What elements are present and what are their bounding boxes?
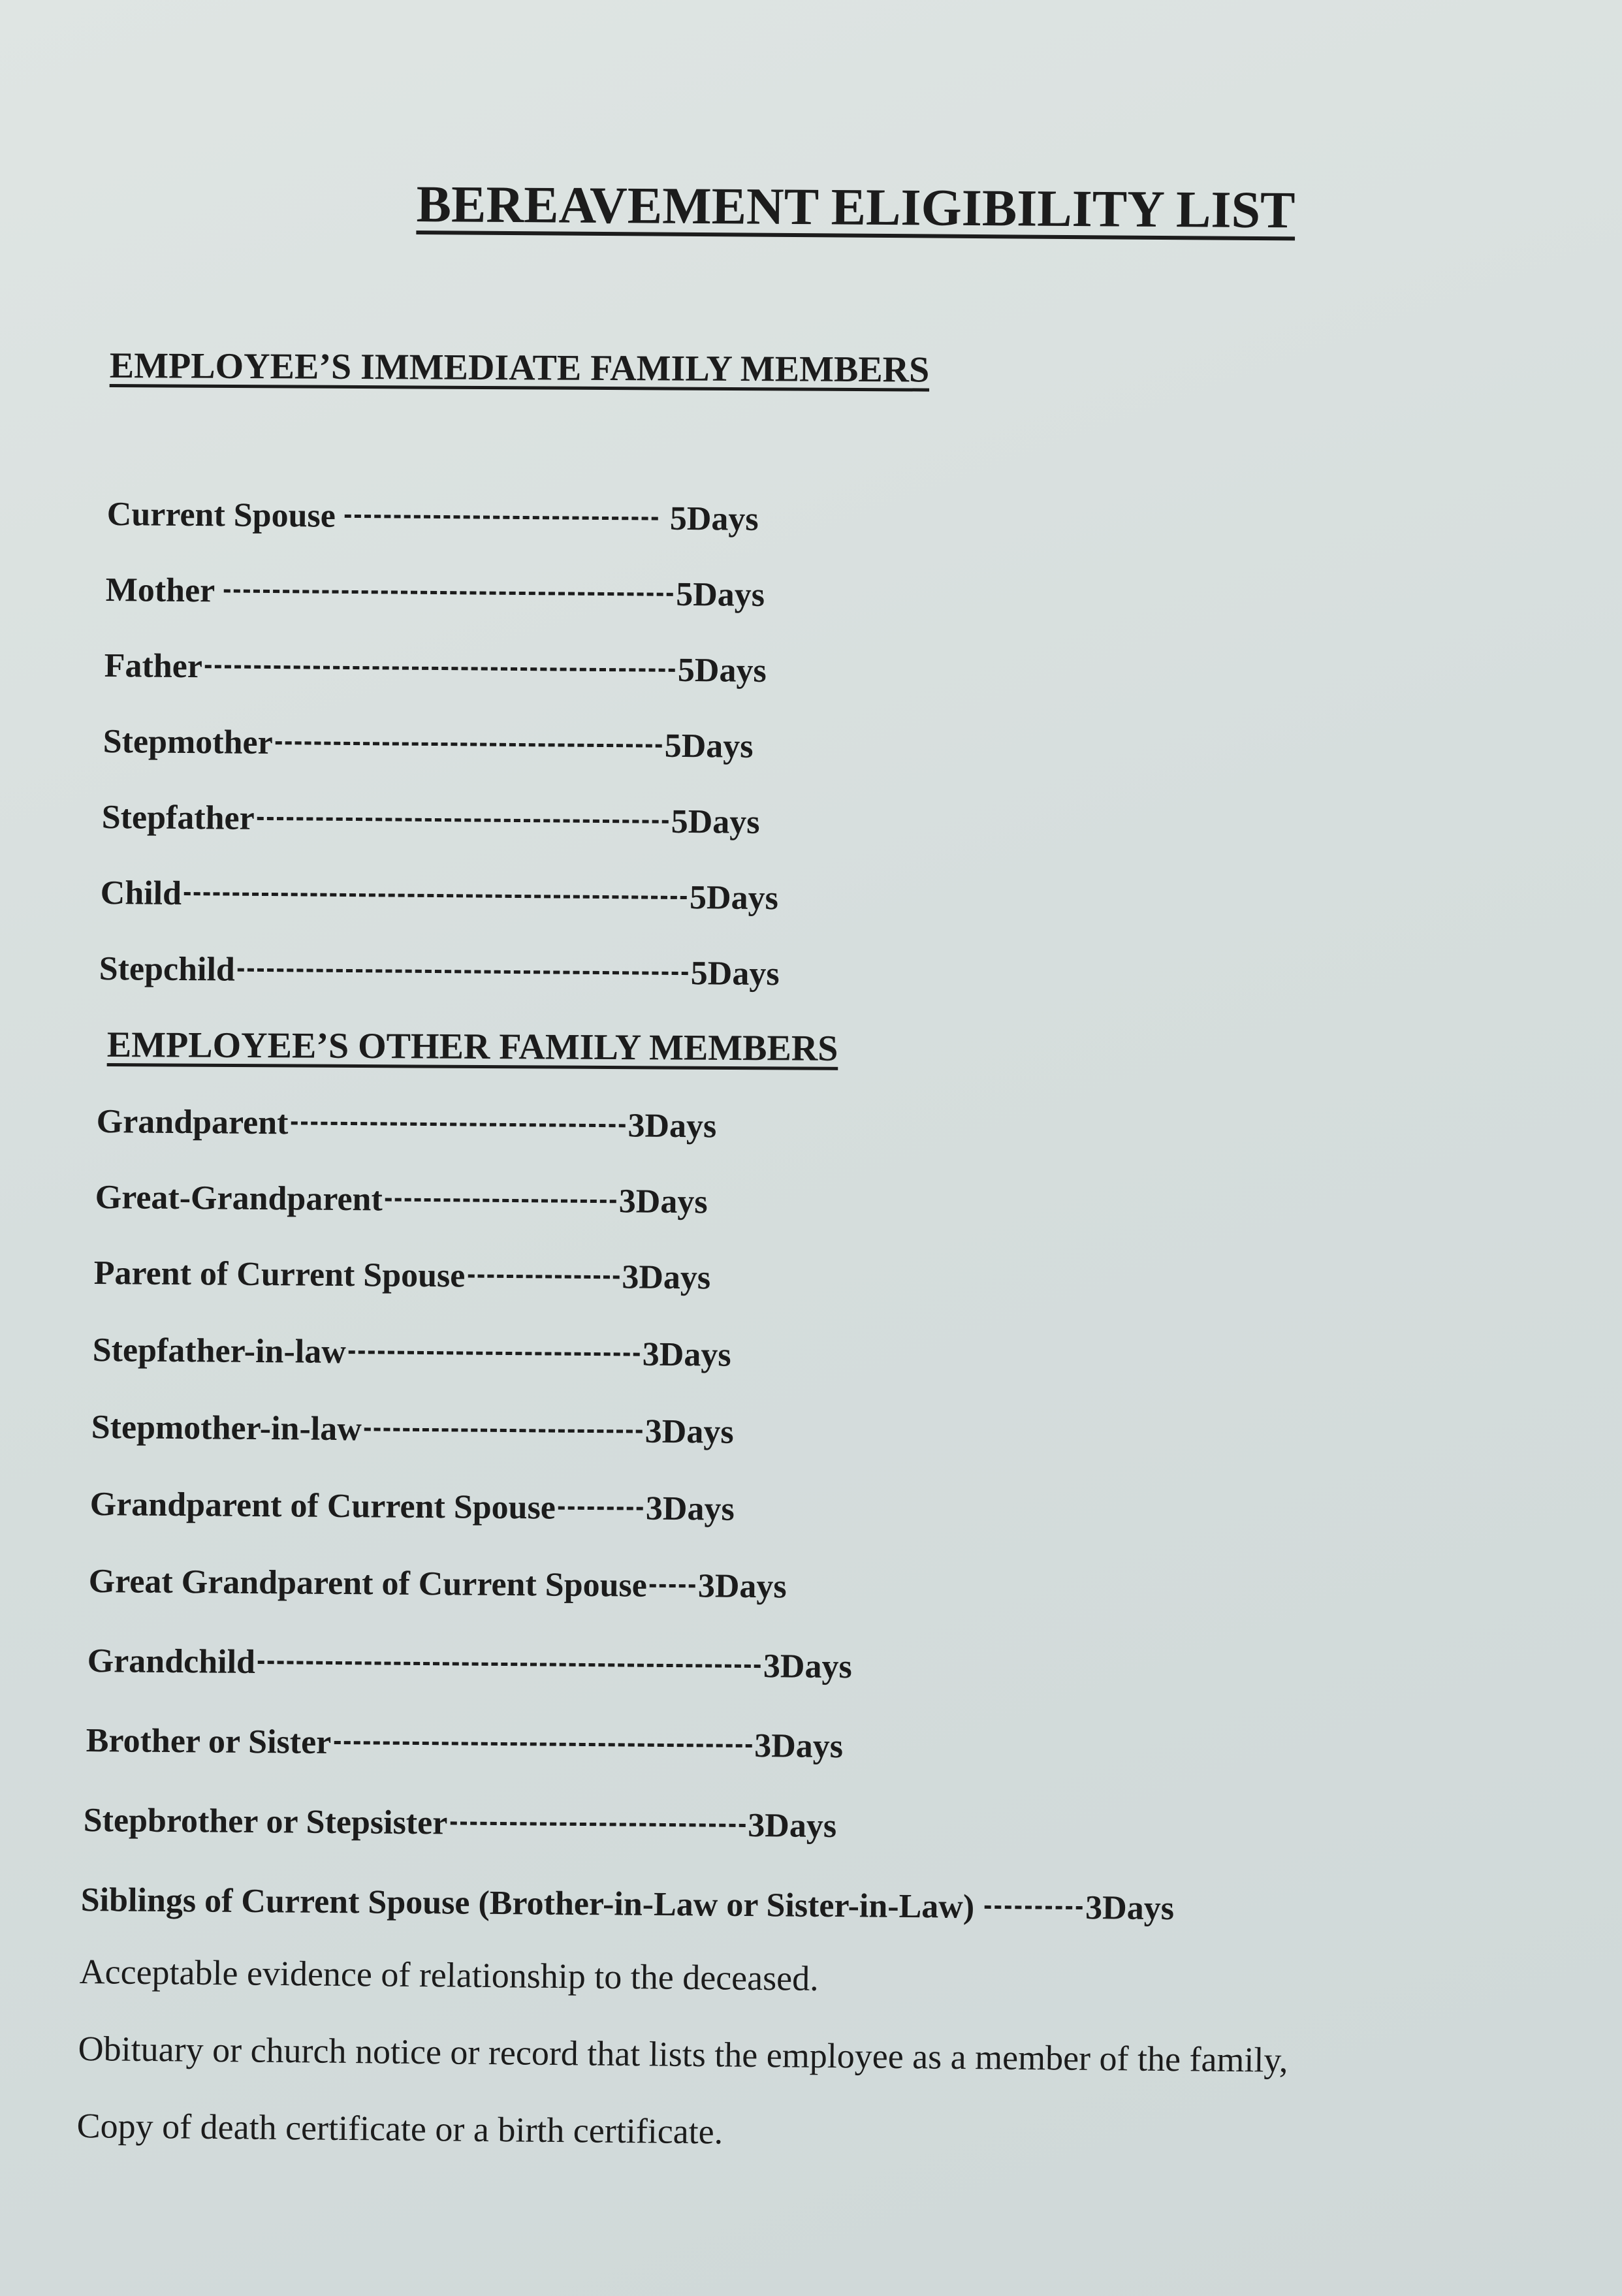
leader-dashes — [291, 1121, 625, 1127]
relation-label: Stepfather-in-law — [92, 1331, 347, 1371]
relation-label: Great Grandparent of Current Spouse — [88, 1563, 648, 1604]
leader-dashes — [345, 515, 658, 520]
days-value: 3Days — [644, 1412, 734, 1451]
relation-label: Current Spouse — [106, 495, 336, 535]
relation-label: Stepbrother or Stepsister — [83, 1802, 448, 1842]
list-item — [89, 1562, 787, 1606]
days-value: 5Days — [690, 955, 780, 993]
leader-dashes — [205, 665, 675, 672]
list-item — [99, 949, 780, 993]
days-value: 3Days — [622, 1258, 711, 1297]
list-item — [102, 798, 760, 842]
other-family-heading: EMPLOYEE’S OTHER FAMILY MEMBERS — [106, 1025, 838, 1069]
list-item — [91, 1408, 734, 1452]
relation-label: Stepfather — [101, 799, 255, 837]
relation-label: Grandchild — [87, 1642, 256, 1682]
relation-label: Siblings of Current Spouse (Brother-in-Law or Sister-in-Law) — [80, 1881, 975, 1926]
days-value: 3Days — [1085, 1889, 1175, 1928]
days-value: 5Days — [677, 651, 767, 690]
evidence-note: Copy of death certificate or a birth certificate. — [76, 2106, 724, 2152]
list-item — [94, 1254, 711, 1297]
relation-label: Stepmother — [103, 723, 273, 762]
days-value: 5Days — [671, 803, 760, 841]
evidence-note: Obituary or church notice or record that lists the employee as a member of the family, — [78, 2029, 1288, 2080]
leader-dashes — [650, 1584, 695, 1588]
relation-label: Stepchild — [99, 950, 236, 989]
days-value: 3Days — [748, 1806, 837, 1845]
relation-label: Child — [100, 874, 182, 912]
days-value: 3Days — [754, 1727, 844, 1766]
leader-dashes — [364, 1427, 643, 1433]
list-item — [104, 646, 767, 690]
days-value: 3Days — [697, 1567, 787, 1606]
list-item — [84, 1801, 837, 1845]
list-item — [103, 722, 754, 766]
leader-dashes — [450, 1821, 745, 1827]
list-item — [81, 1881, 1175, 1928]
document-title: BEREAVEMENT ELIGIBILITY LIST — [416, 175, 1296, 240]
list-item — [93, 1331, 731, 1375]
days-value: 3Days — [618, 1183, 708, 1221]
list-item — [87, 1642, 852, 1686]
relation-label: Stepmother-in-law — [91, 1409, 362, 1448]
days-value: 5Days — [689, 879, 779, 917]
leader-dashes — [334, 1741, 752, 1747]
leader-dashes — [276, 741, 662, 748]
leader-dashes — [558, 1507, 643, 1510]
list-item — [101, 874, 779, 917]
days-value: 3Days — [645, 1490, 735, 1528]
list-item — [90, 1485, 735, 1529]
leader-dashes — [184, 892, 687, 899]
relation-label: Parent of Current Spouse — [93, 1254, 466, 1295]
days-value: 3Days — [628, 1107, 717, 1145]
relation-label: Brother or Sister — [86, 1722, 332, 1761]
leader-dashes — [224, 589, 673, 596]
relation-label: Grandparent of Current Spouse — [89, 1486, 556, 1527]
list-item — [95, 1178, 708, 1221]
leader-dashes — [385, 1198, 616, 1203]
relation-label: Father — [104, 646, 203, 686]
days-value: 5Days — [669, 500, 759, 538]
list-item — [107, 495, 759, 539]
list-item — [86, 1721, 844, 1766]
leader-dashes — [258, 1661, 761, 1668]
list-item — [97, 1102, 717, 1145]
immediate-family-heading: EMPLOYEE’S IMMEDIATE FAMILY MEMBERS — [109, 345, 930, 391]
leader-dashes — [257, 817, 669, 823]
list-item — [106, 571, 765, 614]
leader-dashes — [238, 968, 688, 975]
leader-dashes — [985, 1905, 1083, 1909]
leader-dashes — [349, 1350, 640, 1356]
evidence-note: Acceptable evidence of relationship to the deceased. — [79, 1952, 819, 1998]
days-value: 3Days — [642, 1335, 731, 1374]
relation-label: Grandparent — [96, 1103, 289, 1142]
relation-label: Mother — [105, 571, 215, 610]
relation-label: Great-Grandparent — [95, 1179, 383, 1219]
days-value: 5Days — [664, 727, 754, 765]
leader-dashes — [468, 1274, 619, 1279]
days-value: 3Days — [763, 1648, 852, 1686]
days-value: 5Days — [676, 575, 765, 614]
